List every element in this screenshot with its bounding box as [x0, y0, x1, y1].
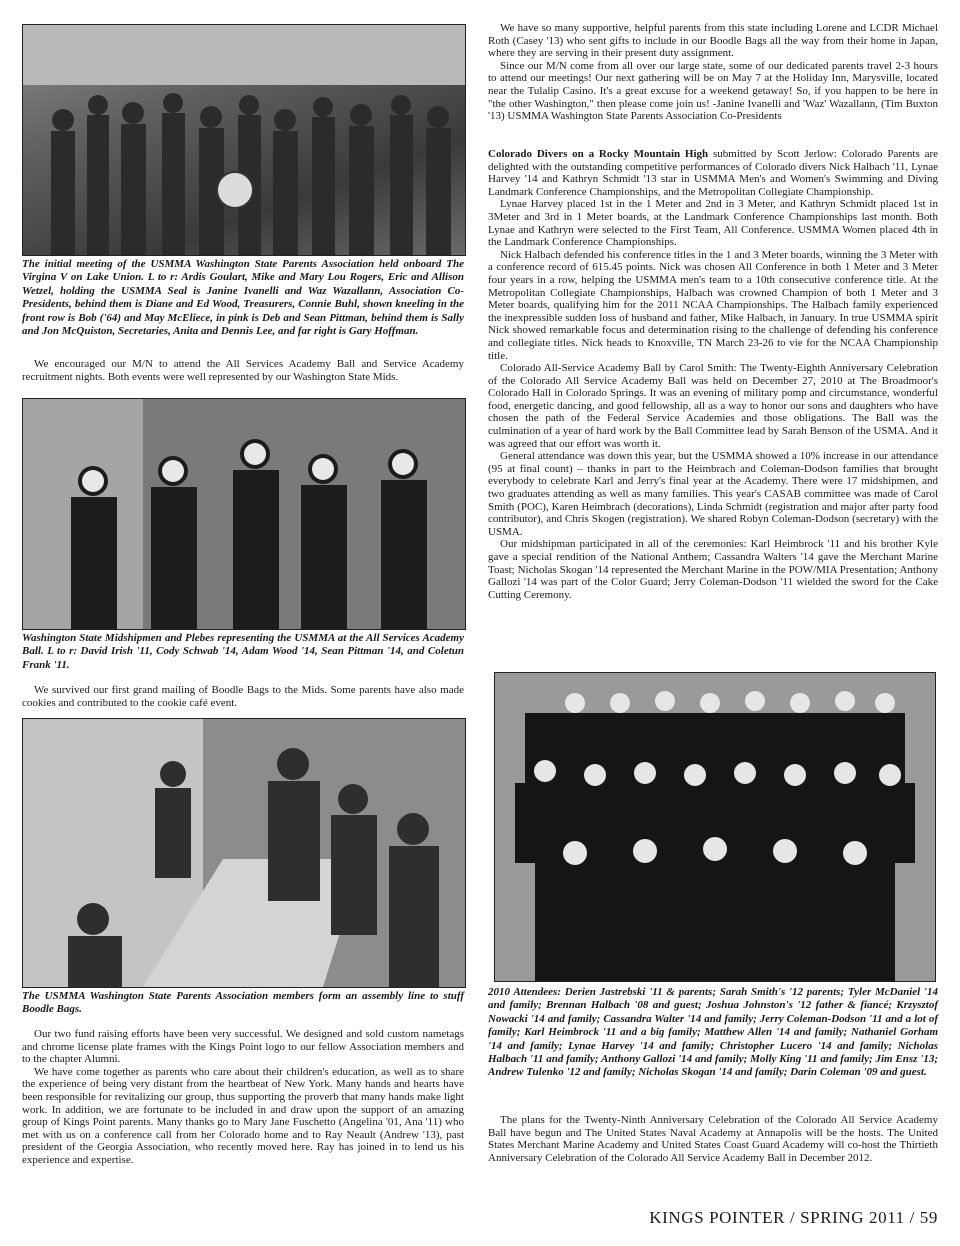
group-silhouettes	[23, 25, 465, 255]
text-academy-ball: We encouraged our M/N to attend the All Services Academy Ball and Service Academy recruitment nights. Both events were well represented by our Washington State Mids.	[22, 358, 464, 383]
text-lynae-kathryn: Lynae Harvey placed 1st in the 1 Meter and 2nd in 3 Meter, and Kathryn Schmidt placed 1st in 3Meter and 3rd in 1 Meter boards, at the Landmark Conference Championships last month. Both Lynae and Kathryn were selected to the First Team, All Conference. USMMA Women placed 4th in the Landmark Conference Championships.	[488, 198, 938, 249]
paragraph-academy-ball	[22, 358, 464, 383]
midshipmen-silhouettes	[23, 399, 465, 629]
text-fund-raising: Our two fund raising efforts have been very successful. We designed and sold custom nametags and chrome license plate frames with the Kings Point logo to our fellow Association members and to the chapter Alumni.	[22, 1028, 464, 1066]
article-right-top	[488, 22, 938, 123]
photo-parents-group	[22, 24, 466, 256]
text-academy-ball-colorado: Colorado All-Service Academy Ball by Carol Smith: The Twenty-Eighth Anniversary Celebration of the Colorado All Service Academy Ball was held on December 27, 2010 at The Broadmoor's Colorado Hall in Colorado Springs. It was an evening of military pomp and circumstance, wonderful food, energetic dancing, and good fellowship, all as a way to honor our sons and daughters who have chosen the path of the Federal Service Academies and those obligations. The Ball was the culmination of a year of hard work by the Ball Committee lead by Sarah Benson of the USMA. And it was agreed that our effort was worth it.	[488, 362, 938, 450]
text-nick-halbach: Nick Halbach defended his conference titles in the 1 and 3 Meter boards, winning the 3 Meter with a conference record of 615.45 points. Nick was chosen All Conference in both 1 Meter and 3 Meter four years in a row, helping the USMMA men's team to a 10th consecutive conference title. At the Metropolitan Collegiate Championships, Halbach was crowned Champion of both 1 Meter and 3 Meter boards, qualifying him for the 2011 NCAA Championships. The Halbach family experienced the inexpressible sudden loss of husband and father, Mike Halbach, in January. In true USMMA spirit Nick showed remarkable focus and determination rising to the challenge of defending his conference and collegiate titles. Nick heads to Knoxville, TN March 23-26 to vie for the NCAA Championship title.	[488, 248, 938, 362]
paragraph-divers-intro	[488, 148, 938, 198]
assembly-silhouettes	[23, 719, 465, 987]
text-attendance: General attendance was down this year, but the USMMA showed a 10% increase in our attendance (95 at final count) – thanks in part to the Heimbrach and Coleman-Dodson families that brought everybody to celebrate Karl and Jerry's final year at the Academy. There were 17 midshipmen, and two graduates attending as well as many families. This year's CASAB committee was made of Carol Smith (POC), Karen Heimbrach (decorations), Linda Schmidt (registration and major after party food contributor), and Chris Skogen (registration). We shared Robyn Coleman-Dodson (secretary) with the USMA.	[488, 450, 938, 538]
text-ceremonies: Our midshipman participated in all of the ceremonies: Karl Heimbrock '11 and his brother Kyle gave a special rendition of the National Anthem; Cassandra Walters '14 gave the Merchant Marine Toast; Nicholas Skogan '14 represented the Merchant Marine in the POW/MIA Presentation; Anthony Gallozi '14 was part of the Color Guard; Jerry Coleman-Dodson '11 wielded the sword for the Cake Cutting Ceremony.	[488, 538, 938, 601]
caption-midshipmen-ball: Washington State Midshipmen and Plebes representing the USMMA at the All Services Academy Ball. L to r: David Irish '11, Cody Schwab '14, Adam Wood '14, Sean Pittman '14, and Coletun Frank '11.	[22, 632, 464, 671]
paragraph-fund-raising	[22, 1028, 464, 1167]
page-footer: KINGS POINTER / SPRING 2011 / 59	[649, 1208, 938, 1227]
text-boodle-bags: We survived our first grand mailing of Boodle Bags to the Mids. Some parents have also made cookies and contributed to the cookie café event.	[22, 684, 464, 709]
caption-assembly-line: The USMMA Washington State Parents Association members form an assembly line to stuff Boodle Bags.	[22, 990, 464, 1016]
text-plans-twenty-ninth: The plans for the Twenty-Ninth Anniversary Celebration of the Colorado All Service Academy Ball have begun and The United States Naval Academy at Annapolis will be the hosts. The United States Merchant Marine Academy and United States Coast Guard Academy will co-host the Thirtieth Anniversary Celebration of the Colorado All Service Academy Ball in December 2012.	[488, 1114, 938, 1164]
caption-2010-attendees: 2010 Attendees: Derien Jastrebski '11 & parents; Sarah Smith's '12 parents; Tyler McDaniel '14 and family; Brennan Halbach '08 and guest; Joshua Johnston's '12 father & fiancé; Krzysztof Nowacki '14 and family; Cassandra Walter '14 and family; Jerry Coleman-Dodson '11 and a lot of family; Karl Heimbrock '11 and a big family; Matthew Allen '14 and family; Nathaniel Gorham '14 and family; Lynae Harvey '14 and family; Christopher Lucero '14 and family; Nicholas Halbach '11 and family; Anthony Gallozi '14 and family; Molly King '11 and family; Jim Ensz '13; Andrew Tulenko '12 and family; Nicholas Skogan '14 and family; Darin Coleman '09 and guest.	[488, 986, 938, 1079]
text-supportive-parents: We have so many supportive, helpful parents from this state including Lorene and LCDR Michael Roth (Casey '13) who sent gifts to include in our Boodle Bags all the way from their home in Japan, where they are serving in their present duty assignment.	[488, 22, 938, 60]
photo-2010-attendees	[494, 672, 936, 982]
text-divers-intro: submitted by Scott Jerlow: Colorado Parents are delighted with the outstanding competitive performances of Colorado divers Nick Halbach '11, Lynae Harvey '14 and Kathryn Schmidt '13 star in USMMA Men's and Women's Swimming and Diving Landmark Conference Championships, and the Metropolitan Collegiate Championship.	[488, 148, 938, 198]
article-colorado	[488, 148, 938, 601]
photo-assembly-line	[22, 718, 466, 988]
photo-midshipmen-ball	[22, 398, 466, 630]
article-right-bottom	[488, 1114, 938, 1164]
heading-colorado-divers: Colorado Divers on a Rocky Mountain High	[488, 148, 709, 160]
text-next-gathering: Since our M/N come from all over our large state, some of our dedicated parents travel 2-3 hours to attend our meetings! Our next gathering will be on May 7 at the Holiday Inn, Marysville, located near the Tulalip Casino. It's a great excuse for a weekend getaway! So, if you happen to be here in "the other Washington," then please come join us! -Janine Ivanelli and 'Waz' Wazallann, (Tim Buxton '13) USMMA Washington State Parents Association Co-Presidents	[488, 59, 938, 123]
caption-parents-group: The initial meeting of the USMMA Washington State Parents Association held onboard The Virgina V on Lake Union. L to r: Ardis Goulart, Mike and Mary Lou Rogers, Eric and Allison Wetzel, holding the USMMA Seal is Janine Ivanelli and Waz Wazallann, Association Co-Presidents, behind them is Diane and Ed Wood, Treasurers, Connie Buhl, shown kneeling in the front row is Bob ('64) and May McEliece, in pink is Deb and Sean Pittman, behind them is Sally and Jon McQuiston, Secretaries, Anita and Dennis Lee, and far right is Gary Hoffman.	[22, 258, 464, 338]
attendees-silhouettes	[495, 673, 935, 981]
paragraph-boodle-bags	[22, 684, 464, 709]
text-come-together: We have come together as parents who care about their children's education, as well as to share the experience of being very distant from the heartbeat of New York. Many hands and hearts have been responsible for revitalizing our group, thus supporting the proverb that many hands make light work. In addition, we are fortunate to be included in and draw upon the support of an amazing group of Kings Point parents. Many thanks go to Mary Jane Fuschetto (Angelina '01, Ana '11) who met with us on a conference call from her Colorado home and to Ray Neault (Andrew '13), past president of the Georgia Association, who recently moved here. Ray has joined in to lend us his experience and expertise.	[22, 1065, 464, 1166]
